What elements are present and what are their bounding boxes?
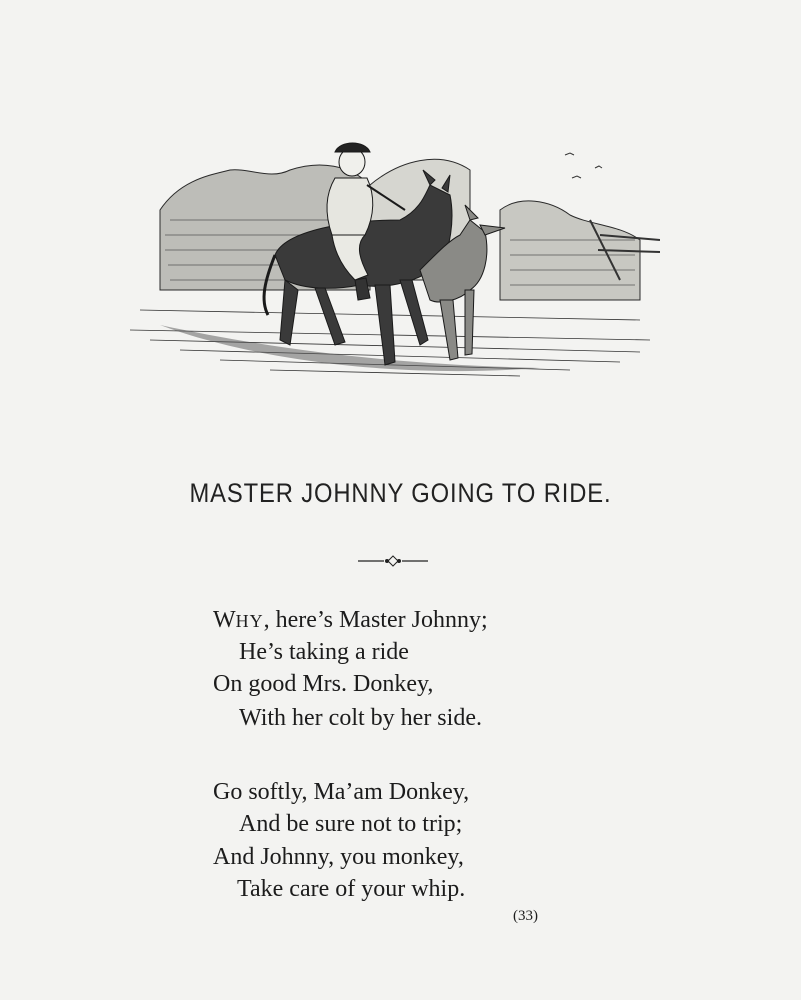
poem-line: He’s taking a ride xyxy=(239,639,409,665)
dropcap-letter: W xyxy=(213,607,236,633)
poem-line: And be sure not to trip; xyxy=(239,811,463,837)
poem-title: MASTER JOHNNY GOING TO RIDE. xyxy=(189,478,612,508)
poem-line: On good Mrs. Donkey, xyxy=(213,671,434,697)
poem-line: And Johnny, you monkey, xyxy=(213,844,464,870)
poem-line: Go softly, Ma’am Donkey, xyxy=(213,779,470,805)
page-number: (33) xyxy=(513,908,538,924)
poem-line: With her colt by her side. xyxy=(239,705,482,731)
line-text: , here’s Master Johnny; xyxy=(263,607,488,633)
smallcaps-text: HY xyxy=(235,611,264,631)
poem-line xyxy=(213,608,488,632)
ornament-divider xyxy=(358,555,428,567)
engraving-boy-riding-donkey xyxy=(120,140,660,390)
poem-line: Take care of your whip. xyxy=(237,876,466,902)
